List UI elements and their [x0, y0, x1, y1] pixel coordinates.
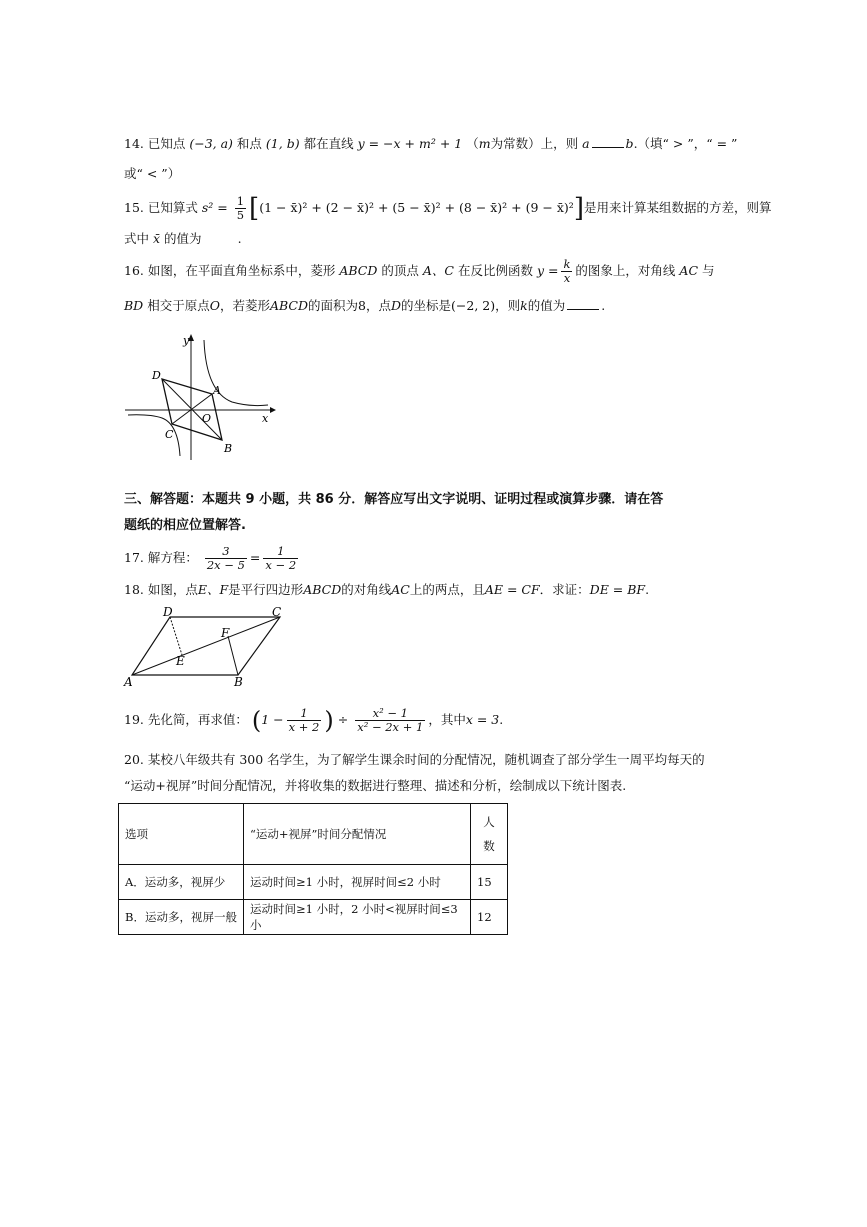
- q16-text: 在反比例函数: [457, 263, 533, 278]
- q19-left-paren: (: [251, 706, 262, 735]
- q14-line1: [124, 136, 737, 152]
- table-cell: 运动时间≥1 小时，视屏时间≤2 小时: [244, 865, 471, 900]
- label-c: C: [165, 428, 174, 441]
- q15-left-bracket: [: [249, 193, 260, 224]
- q19-num2: x² − 1: [355, 707, 425, 721]
- q16-text: ，则: [495, 298, 521, 313]
- q16-k: k: [520, 298, 528, 313]
- q14-a: a: [582, 136, 590, 151]
- q17-fraction-right: [263, 545, 298, 572]
- q16-text: 与: [702, 263, 715, 278]
- q15-variance-terms: (1 − x̄)² + (2 − x̄)² + (5 − x̄)² + (8 − x̄)² + (9 − x̄)²: [259, 200, 574, 215]
- q19-den2: x² − 2x + 1: [357, 720, 424, 734]
- q14-text: 都在直线: [303, 136, 354, 151]
- q18-text: 是平行四边形: [228, 582, 304, 597]
- x-axis-arrow-icon: [270, 407, 276, 413]
- q19-text: ，其中: [428, 712, 466, 727]
- label-f: F: [221, 626, 230, 640]
- q14-point1: (−3, a): [189, 136, 233, 151]
- q19-text: .: [499, 712, 504, 727]
- q19: [124, 702, 503, 739]
- q20-line1: 20. 某校八年级共有 300 名学生，为了解学生课余时间的分配情况，随机调查了部分学生一周平均每天的: [124, 752, 705, 767]
- label-y: y: [183, 334, 190, 347]
- table-cell: 运动时间≥1 小时，2 小时<视屏时间≤3 小: [244, 900, 471, 935]
- table-row: [119, 865, 508, 900]
- label-b: B: [224, 442, 233, 455]
- q18-condition: AE = CF: [484, 582, 540, 597]
- label-x: x: [262, 412, 269, 425]
- q17-label: 17. 解方程：: [124, 550, 198, 565]
- q15-right-bracket: ]: [573, 193, 584, 224]
- q16-abcd: ABCD: [269, 298, 309, 313]
- q18-ef: E、F: [197, 582, 229, 597]
- table-cell: 12: [471, 900, 508, 935]
- q16-fn-num: k: [563, 257, 571, 271]
- q19-one-minus: 1 −: [261, 712, 284, 727]
- q17-num2: 1: [263, 545, 298, 559]
- q14-point2: (1, b): [265, 136, 300, 151]
- q16-figure: [120, 332, 280, 462]
- q14-answer-blank[interactable]: [592, 137, 624, 148]
- q18-text: 上的两点，且: [409, 582, 485, 597]
- q14-b: b: [625, 136, 634, 151]
- q16-text: 16. 如图，在平面直角坐标系中，菱形: [124, 263, 336, 278]
- q19-divide: ÷: [337, 712, 349, 727]
- segment-bf: [228, 636, 238, 675]
- table-header-cell: “运动+视屏”时间分配情况: [244, 804, 471, 865]
- q14-text: 14. 已知点: [124, 136, 186, 151]
- section3-heading-line2: 题纸的相应位置解答.: [124, 518, 246, 533]
- q16-text: 的图象上，对角线: [575, 263, 676, 278]
- q15-text: 是用来计算某组数据的方差，则算: [583, 200, 772, 215]
- q15-text: 的值为: [164, 231, 202, 246]
- q15-line1: [124, 193, 771, 224]
- q16-bd: BD: [124, 298, 144, 313]
- q15-fraction: [235, 195, 246, 222]
- label-o: O: [202, 412, 212, 425]
- q16-text: ，点: [365, 298, 391, 313]
- q15-line2: [124, 231, 242, 247]
- table-header-cell: 选项: [119, 804, 244, 865]
- q16-function-y: y =: [536, 263, 559, 278]
- table-row: [119, 900, 508, 935]
- q16-answer-blank[interactable]: [567, 299, 599, 310]
- q14-text: 和点: [236, 136, 262, 151]
- q19-right-paren: ): [324, 706, 334, 735]
- table-cell: 15: [471, 865, 508, 900]
- q18-abcd: ABCD: [303, 582, 342, 597]
- q18-text: ．求证：: [539, 582, 590, 597]
- q17-den1: 2x − 5: [206, 558, 245, 572]
- q16-text: 的顶点: [381, 263, 419, 278]
- q14-text: 为常数）上，则: [490, 136, 579, 151]
- q16-function-fraction: [561, 258, 572, 285]
- diagonal-ac: [132, 617, 280, 675]
- q17-den2: x − 2: [265, 558, 297, 572]
- q16-line2: [124, 298, 605, 314]
- q14-text: .（填“ > ”，“ = ”: [633, 136, 738, 151]
- q19-fraction-outer: [355, 707, 425, 734]
- q15-frac-num: 1: [236, 194, 245, 208]
- q15-answer-blank[interactable]: [204, 233, 236, 243]
- table-header-row: [119, 804, 508, 865]
- q18-text: .: [645, 582, 650, 597]
- q18: [124, 582, 649, 598]
- q16-text: .: [601, 298, 606, 313]
- q18-goal: DE = BF: [589, 582, 646, 597]
- q15-variance-symbol: s² =: [201, 200, 228, 215]
- q16-abcd: ABCD: [339, 263, 378, 278]
- q16-text: 的值为: [527, 298, 566, 313]
- q14-text: 或“ < ”）: [124, 166, 181, 181]
- label-e: E: [176, 654, 185, 668]
- q16-fn-den: x: [563, 271, 571, 285]
- q18-ac: AC: [391, 582, 410, 597]
- q19-fraction-inner: [287, 707, 322, 734]
- q19-num1: 1: [287, 707, 322, 721]
- table-cell: A．运动多，视屏少: [119, 865, 244, 900]
- q14-text: （: [466, 136, 479, 151]
- q17-equals: =: [249, 550, 261, 565]
- q16-area: 8: [358, 298, 366, 313]
- q14-m: m: [478, 136, 491, 151]
- label-d: D: [152, 369, 161, 382]
- q16-ac: AC: [679, 263, 699, 278]
- q18-figure: [120, 603, 295, 688]
- q14-line2: [124, 166, 180, 182]
- q14-line-equation: y = −x + m² + 1: [357, 136, 463, 151]
- q20-line2: “运动+视屏”时间分配情况，并将收集的数据进行整理、描述和分析，绘制成以下统计图表.: [124, 778, 627, 793]
- q15-xbar: x̄: [153, 231, 161, 246]
- q17-num1: 3: [205, 545, 247, 559]
- table-cell: B．运动多，视屏一般: [119, 900, 244, 935]
- section3-heading-line1: 三、解答题：本题共 9 小题，共 86 分．解答应写出文字说明、证明过程或演算步骤．请在答: [124, 492, 664, 507]
- q20-table: [118, 803, 508, 935]
- q16-d-coordinate: (−2, 2): [451, 298, 496, 313]
- q16-text: 相交于原点: [147, 298, 210, 313]
- q18-text: 的对角线: [341, 582, 392, 597]
- label-a: A: [124, 675, 133, 688]
- q19-label: 19. 先化简，再求值：: [124, 712, 248, 727]
- table-header-cell: 人 数: [471, 804, 508, 865]
- label-b: B: [234, 675, 243, 688]
- q15-frac-den: 5: [236, 208, 245, 222]
- label-d: D: [163, 605, 173, 619]
- q16-d: D: [391, 298, 402, 313]
- q19-den1: x + 2: [288, 720, 320, 734]
- q17-fraction-left: [205, 545, 247, 572]
- label-c: C: [272, 605, 282, 619]
- q16-line1: [124, 256, 715, 286]
- q17: [124, 543, 301, 573]
- q16-text: ，若菱形: [219, 298, 270, 313]
- q19-condition: x = 3: [465, 712, 500, 727]
- segment-de: [170, 617, 182, 655]
- q16-text: 的坐标是: [401, 298, 452, 313]
- q15-text: 15. 已知算式: [124, 200, 198, 215]
- q16-ac-points: A、C: [422, 263, 454, 278]
- q16-text: 的面积为: [308, 298, 359, 313]
- q15-text: 式中: [124, 231, 150, 246]
- label-a: A: [213, 384, 221, 397]
- q16-o: O: [209, 298, 220, 313]
- q15-text: .: [237, 231, 242, 246]
- q18-text: 18. 如图，点: [124, 582, 198, 597]
